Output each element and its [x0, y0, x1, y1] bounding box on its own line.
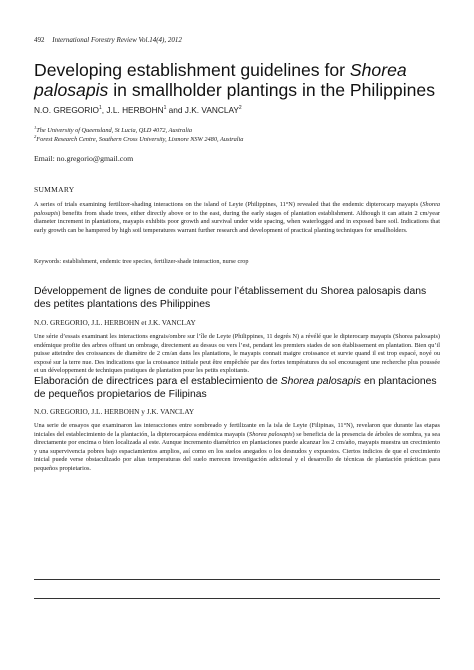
spanish-title [34, 375, 444, 401]
divider-line [34, 598, 440, 599]
running-header [34, 36, 182, 44]
affiliation-mark: 1 [34, 125, 37, 130]
summary-text-part2: ) benefits from shade trees, either directly above or to the east, during the early stages of plantation establishment. Although it can attain 2 cm/year diameter increment in plantations, mayapis exhibits poor growth and survival under wide spacing, when waterlogged and in exposed bare soil. Indications that early growth can be hampered by high soil temperatures warrant further research and development of practical planting techniques for smallholders. [34, 209, 440, 234]
spanish-abstract-part2: ) se beneficia de la presencia de árboles de sombra, ya sea directamente por encima o bien localizada al este. Aunque incremento diamétrico en plantaciones puede alcanzar los 2 cm/año, mayapis muestra un crecimiento y una supervivencia pobres bajo espaciamientos amplios, así como en los suelos anegados o los desnudos y expuestos. Ciertos indicios de que el crecimiento inicial puede verse obstaculizado por altas temperaturas del suelo merecen investigación adicional y el desarrollo de técnicas de plantación prácticas para pequeños propietarios. [34, 430, 440, 472]
author-affiliation-mark: 2 [238, 105, 242, 112]
page-number: 492 [34, 36, 45, 44]
summary-heading: SUMMARY [34, 185, 75, 194]
contact-email: Email: no.gregorio@gmail.com [34, 154, 134, 163]
spanish-authors: N.O. GREGORIO, J.L. HERBOHN y J.K. VANCLAY [34, 407, 195, 416]
spanish-title-species: Shorea palosapis [280, 376, 361, 387]
author-gregorio: N.O. GREGORIO [34, 105, 99, 115]
journal-citation: International Forestry Review Vol.14(4), 2012 [52, 36, 182, 44]
title-text-part1: Developing establishment guidelines for [34, 60, 350, 80]
french-abstract: Une série d’essais examinant les interactions engrais/ombre sur l’île de Leyte (Philippines, 11 degrés N) a révélé que le dipterocarp mayapis (Shorea palosapis) endémique profite des arbres offrant un ombrage, directement au dessus ou vers l’est, pendant les premiers stades de son établissement en plantation. Bien qu’il puisse atteindre des croissances de diamètre de 2 cm/an dans les plantations, le mayapis connait maigre croissance et survie quand il est trop espacé, noyé ou exposé sur la terre nue. Des indications que la croissance initiale peut être empêchée par des fortes températures du sol encouragent une recherche plus poussée et un développement de techniques pratiques de plantation pour les petits exploitants. [34, 333, 440, 375]
keywords: Keywords: establishment, endemic tree species, fertilizer-shade interaction, nurse crop [34, 258, 249, 265]
author-affiliation-mark: 1 [99, 105, 102, 112]
article-title [34, 60, 454, 100]
title-text-part2: in smallholder plantings in the Philippines [108, 80, 435, 100]
spanish-abstract [34, 422, 440, 474]
summary-species-name: Shorea palosapis [34, 201, 440, 217]
spanish-abstract-species: Shorea palosapis [249, 430, 293, 438]
spanish-abstract-part1: Una serie de ensayos que examinaron las interacciones entre sombreado y fertilizante en la isla de Leyte (Filipinas, 11°N), revelaron que durante las etapas iniciales del establecimiento de la plantación, la dipterocarpácea endémica mayapis ( [34, 422, 440, 438]
french-title: Développement de lignes de conduite pour l’établissement du Shorea palosapis dans des petites plantations des Philippines [34, 286, 427, 310]
author-list [34, 105, 242, 115]
title-species-name: Shorea palosapis [34, 60, 407, 100]
divider-line [34, 579, 440, 580]
affiliation-2 [34, 134, 243, 143]
affiliation-mark: 2 [34, 134, 37, 139]
spanish-title-part2: en plantaciones de pequeños propietarios de Filipinas [34, 376, 437, 400]
spanish-title-part1: Elaboración de directrices para el establecimiento de [34, 376, 281, 387]
author-affiliation-mark: 1 [163, 105, 167, 112]
summary-text-part1: A series of trials examining fertilizer-shading interactions on the island of Leyte (Philippines, 11°N) revealed that the endemic dipterocarp mayapis ( [34, 201, 423, 208]
french-authors: N.O. GREGORIO, J.L. HERBOHN et J.K. VANCLAY [34, 318, 196, 327]
affiliation-text: The University of Queensland, St Lucia, QLD 4072, Australia [36, 127, 192, 135]
summary-paragraph [34, 201, 440, 235]
affiliation-1 [34, 125, 192, 134]
author-herbohn: , J.L. HERBOHN [101, 105, 164, 115]
affiliation-text: Forest Research Centre, Southern Cross University, Lismore NSW 2480, Australia [36, 136, 244, 144]
author-vanclay: and J.K. VANCLAY [166, 105, 239, 115]
